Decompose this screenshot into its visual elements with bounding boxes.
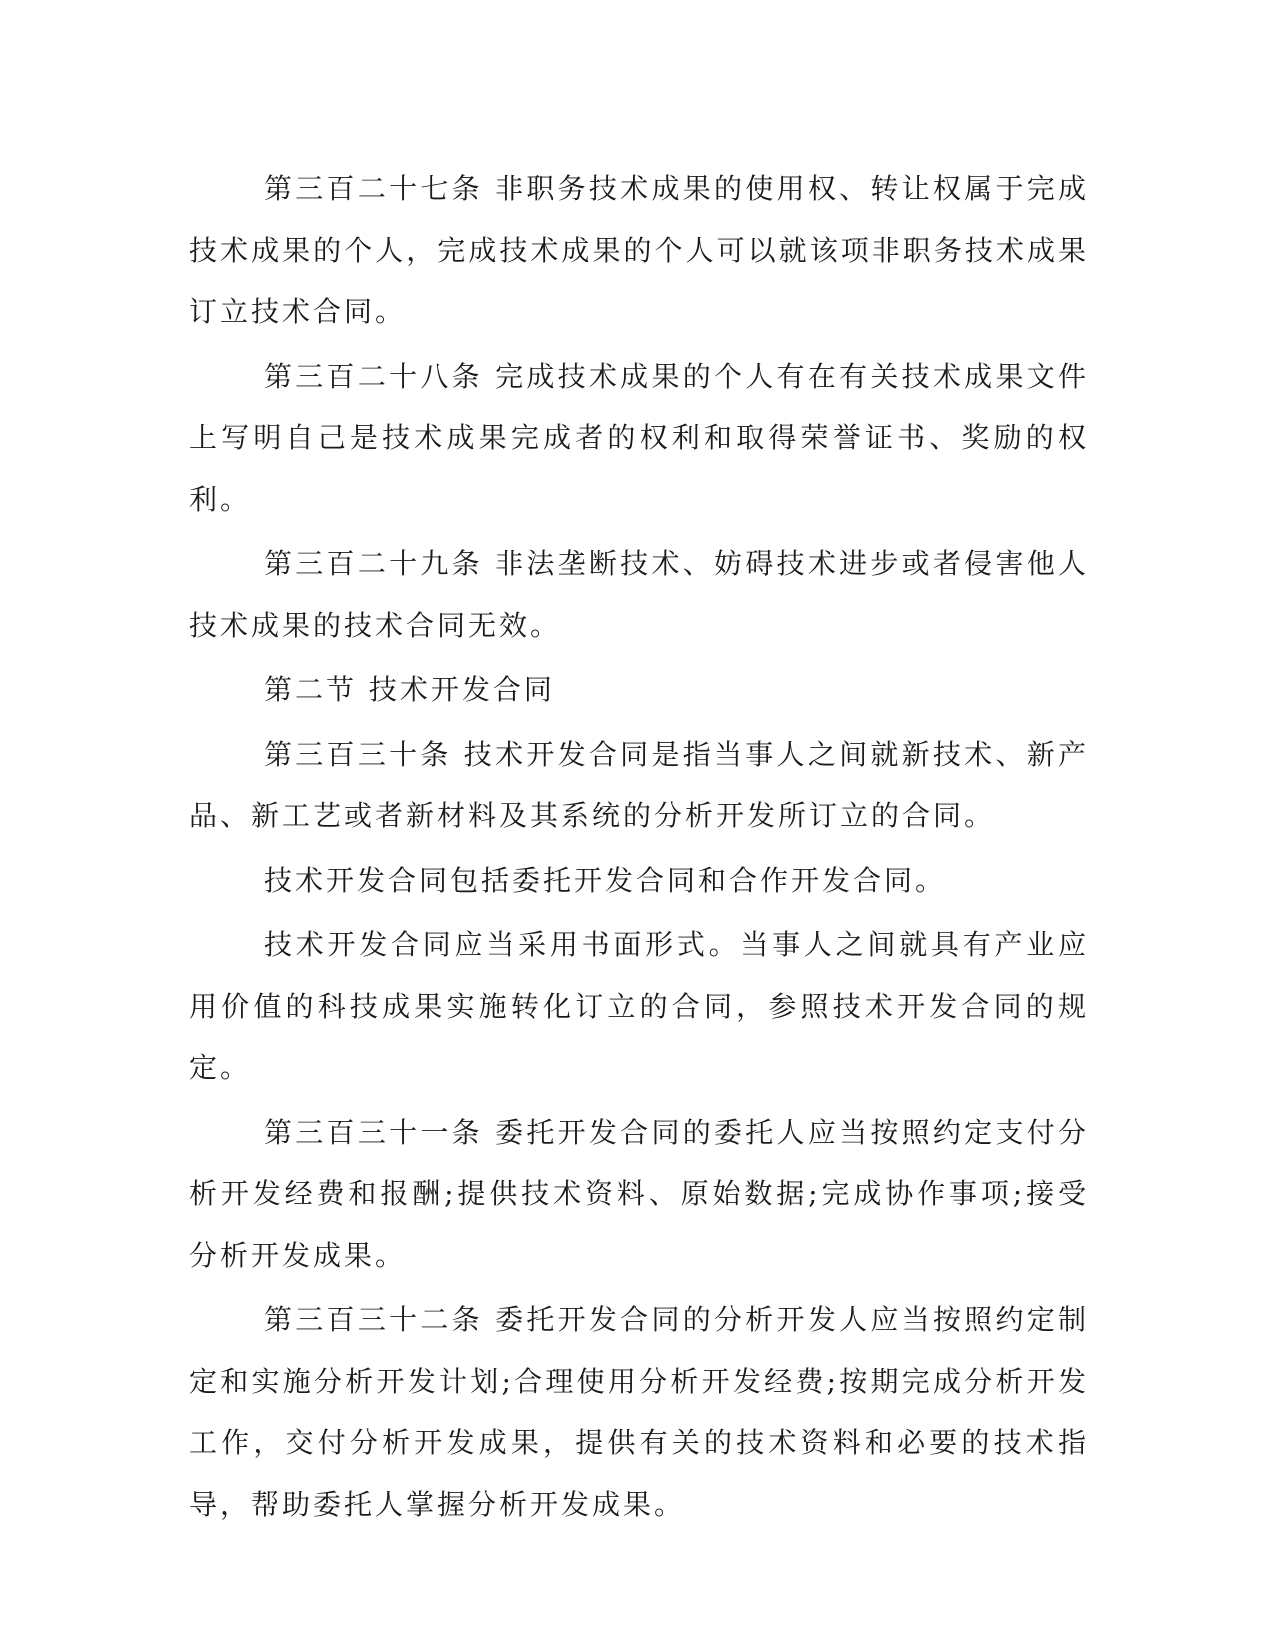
article-329-paragraph: 第三百二十九条 非法垄断技术、妨碍技术进步或者侵害他人技术成果的技术合同无效。 <box>189 547 1089 642</box>
article-331-paragraph: 第三百三十一条 委托开发合同的委托人应当按照约定支付分析开发经费和报酬;提供技术资料、原始数据;完成协作事项;接受分析开发成果。 <box>189 1115 1089 1272</box>
document-body <box>189 158 1089 1538</box>
article-330-clause-2: 技术开发合同包括委托开发合同和合作开发合同。 <box>264 863 947 897</box>
article-330-clause-3: 技术开发合同应当采用书面形式。当事人之间就具有产业应用价值的科技成果实施转化订立的合同，参照技术开发合同的规定。 <box>189 928 1089 1084</box>
article-328-paragraph: 第三百二十八条 完成技术成果的个人有在有关技术成果文件上写明自己是技术成果完成者的权利和取得荣誉证书、奖励的权利。 <box>189 359 1089 516</box>
section-2-heading: 第二节 技术开发合同 <box>264 673 555 706</box>
article-327-paragraph: 第三百二十七条 非职务技术成果的使用权、转让权属于完成技术成果的个人，完成技术成果的个人可以就该项非职务技术成果订立技术合同。 <box>189 172 1089 328</box>
article-332-paragraph: 第三百三十二条 委托开发合同的分析开发人应当按照约定制定和实施分析开发计划;合理使用分析开发经费;按期完成分析开发工作，交付分析开发成果，提供有关的技术资料和必要的技术指导，帮助委托人掌握分析开发成果。 <box>189 1303 1089 1521</box>
article-330-paragraph: 第三百三十条 技术开发合同是指当事人之间就新技术、新产品、新工艺或者新材料及其系统的分析开发所订立的合同。 <box>189 737 1089 832</box>
